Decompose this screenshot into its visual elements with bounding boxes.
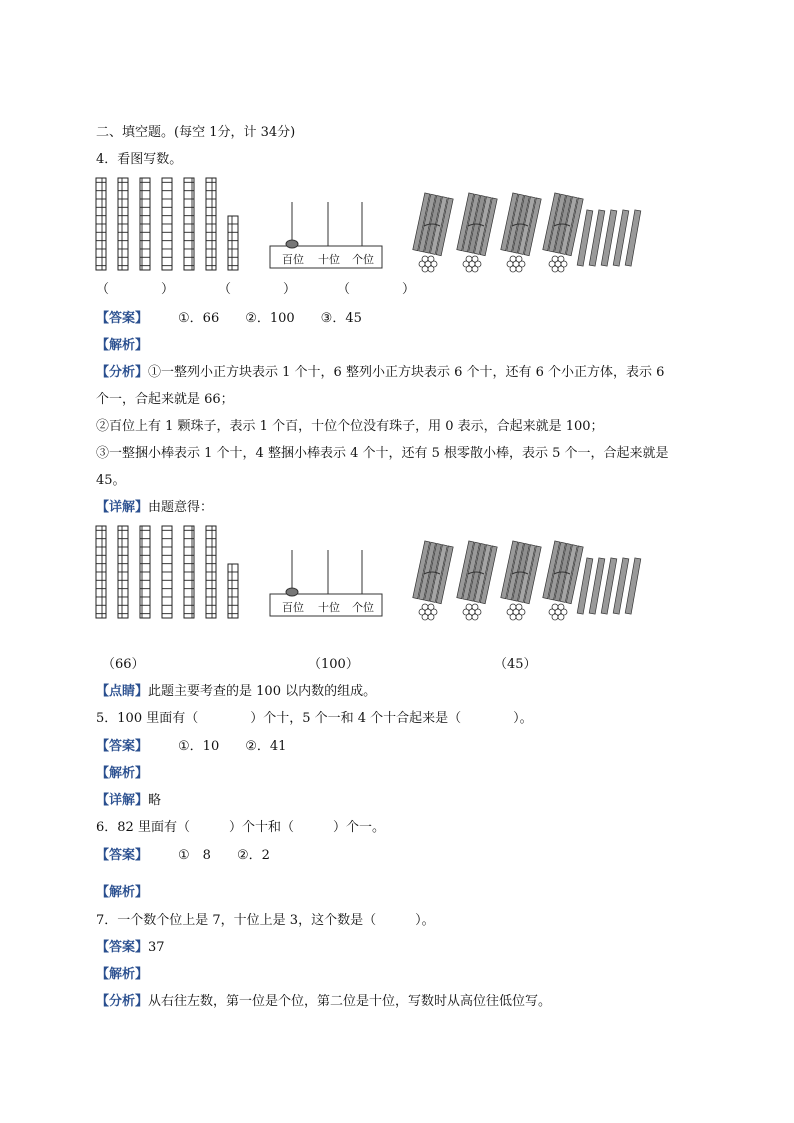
filled-answer-1: （66） [102, 657, 145, 672]
fenxi-line-1: ①一整列小正方块表示 1 个十，6 整列小正方块表示 6 个十，还有 6 个小正方体，表示 6 [148, 365, 665, 380]
abacus-label-hundreds: 百位 [282, 253, 304, 266]
abacus-label-hundreds: 百位 [282, 601, 304, 614]
fenxi-text: 从右往左数，第一位是个位，第二位是十位，写数时从高位往低位写。 [148, 994, 552, 1009]
question-7-prompt: 7．一个数个位上是 7，十位上是 3，这个数是（ ）。 [96, 913, 435, 928]
fenxi-line-2: 个一，合起来就是 66； [96, 392, 234, 407]
analysis-tag: 【解析】 [96, 967, 149, 982]
question-5-prompt: 5．100 里面有（ ）个十，5 个一和 4 个十合起来是（ ）。 [96, 711, 533, 726]
figure-number-models [92, 174, 652, 278]
answer-tag: 【答案】 [96, 311, 149, 326]
blank-2: （ ） [218, 282, 297, 297]
answer-text: ①．10 ②．41 [178, 739, 287, 754]
xiangjie-text: 由题意得： [148, 500, 214, 515]
answer-tag: 【答案】 [96, 739, 149, 754]
fenxi-tag: 【分析】 [96, 365, 149, 380]
xiangjie-text: 略 [148, 793, 162, 808]
filled-answer-2: （100） [308, 657, 359, 672]
xiangjie-tag: 【详解】 [96, 500, 149, 515]
figure-number-models-detail [92, 522, 652, 626]
blank-3: （ ） [337, 282, 416, 297]
abacus-label-ones: 个位 [352, 601, 374, 614]
answer-text: ①．66 ②．100 ③．45 [178, 311, 362, 326]
ten-rods-icon [96, 178, 238, 270]
question-6-prompt: 6．82 里面有（ ）个十和（ ）个一。 [96, 820, 385, 835]
ten-rods-icon [96, 526, 238, 618]
xiangjie-tag: 【详解】 [96, 793, 149, 808]
abacus-label-tens: 十位 [318, 601, 340, 614]
question-4-prompt: 4．看图写数。 [96, 152, 183, 167]
dianjing-text: 此题主要考查的是 100 以内数的组成。 [148, 684, 377, 699]
fenxi-tag: 【分析】 [96, 994, 149, 1009]
fenxi-line-3: ②百位上有 1 颗珠子，表示 1 个百，十位个位没有珠子，用 0 表示，合起来就是 100； [96, 419, 604, 434]
abacus-label-tens: 十位 [318, 253, 340, 266]
blank-1: （ ） [96, 282, 175, 297]
stick-bundles-icon [413, 541, 641, 620]
answer-tag: 【答案】 [96, 848, 149, 863]
fenxi-line-5: 45。 [96, 473, 126, 488]
analysis-tag: 【解析】 [96, 766, 149, 781]
section-title: 二、填空题。(每空 1分，计 34分) [96, 125, 296, 140]
abacus-label-ones: 个位 [352, 253, 374, 266]
filled-answer-3: （45） [494, 657, 537, 672]
answer-text: ① 8 ②．2 [178, 848, 270, 863]
fenxi-line-4: ③一整捆小棒表示 1 个十，4 整捆小棒表示 4 个十，还有 5 根零散小棒，表示 5 个一，合起来就是 [96, 446, 669, 461]
answer-text: 37 [148, 940, 165, 955]
dianjing-tag: 【点睛】 [96, 684, 149, 699]
analysis-tag: 【解析】 [96, 885, 149, 900]
analysis-tag: 【解析】 [96, 338, 149, 353]
answer-tag: 【答案】 [96, 940, 149, 955]
stick-bundles-icon [413, 193, 641, 272]
